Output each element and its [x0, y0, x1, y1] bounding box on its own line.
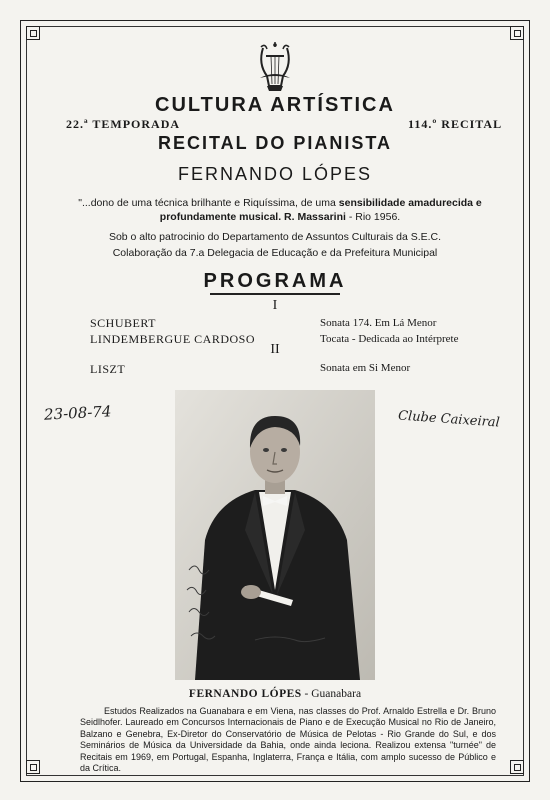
corner-ornament: [510, 26, 524, 40]
composer-name: LINDEMBERGUE CARDOSO: [90, 332, 256, 346]
quote-emphasis: sensibilidade amadurecida e profundamente musical. R. Massarini: [159, 197, 482, 223]
work-title: Sonata em Si Menor: [320, 362, 411, 374]
quote-text: "...dono de uma técnica brilhante e Riquíssima, de uma: [78, 197, 336, 209]
handwritten-date: 23-08-74: [43, 402, 112, 424]
program-heading: PROGRAMA: [203, 270, 347, 292]
season-label: 22.ª TEMPORADA: [66, 117, 181, 131]
collaboration-line: Colaboração da 7.a Delegacia de Educação e da Prefeitura Municipal: [112, 247, 438, 259]
recital-number: 114.º RECITAL: [408, 117, 503, 131]
corner-ornament: [510, 760, 524, 774]
corner-ornament: [26, 760, 40, 774]
corner-ornament: [26, 26, 40, 40]
work-title: Sonata 174. Em Lá Menor: [320, 317, 437, 329]
composer-name: LISZT: [90, 362, 126, 376]
part-two-numeral: II: [270, 342, 280, 357]
patronage-line: Sob o alto patrocinio do Departamento de Assuntos Culturais da S.E.C.: [108, 231, 442, 243]
recital-subtitle: RECITAL DO PIANISTA: [157, 133, 392, 153]
work-title: Tocata - Dedicada ao Intérprete: [320, 333, 459, 345]
caption-name: FERNANDO LÓPES: [188, 688, 302, 700]
biography-text: Estudos Realizados na Guanabara e em Viena, nas classes do Prof. Arnaldo Estrella e Dr. Bruno Seidlhofer. Laureado em Concursos Internacionais de Piano e de Execução Musical no Rio de Janeiro, Balzano e Genebra, Ex-Diretor do Conservatório de Música de Pelotas - Rio Grande do Sul, e dos Seminários de Música da Universidade da Bahia, onde ainda leciona. Realizou extensa "turnée" de Recitais em 1969, em Portugal, Espanha, Inglaterra, França e Itália, com amplo sucesso de Público e da Crítica.: [80, 706, 496, 774]
handwritten-club-name: Clube Caixeiral: [397, 408, 501, 431]
press-quote: [70, 196, 490, 224]
quote-source: - Rio 1956.: [348, 211, 401, 223]
pianist-portrait-photo: [175, 390, 375, 680]
lyre-emblem-icon: [255, 42, 295, 94]
heading-underline: [210, 293, 340, 295]
photo-caption: [0, 688, 550, 700]
part-one-numeral: I: [272, 298, 278, 313]
organization-title: CULTURA ARTÍSTICA: [155, 94, 395, 116]
caption-place: - Guanabara: [304, 688, 362, 700]
composer-name: SCHUBERT: [90, 316, 156, 330]
artist-name: FERNANDO LÓPES: [177, 164, 373, 184]
